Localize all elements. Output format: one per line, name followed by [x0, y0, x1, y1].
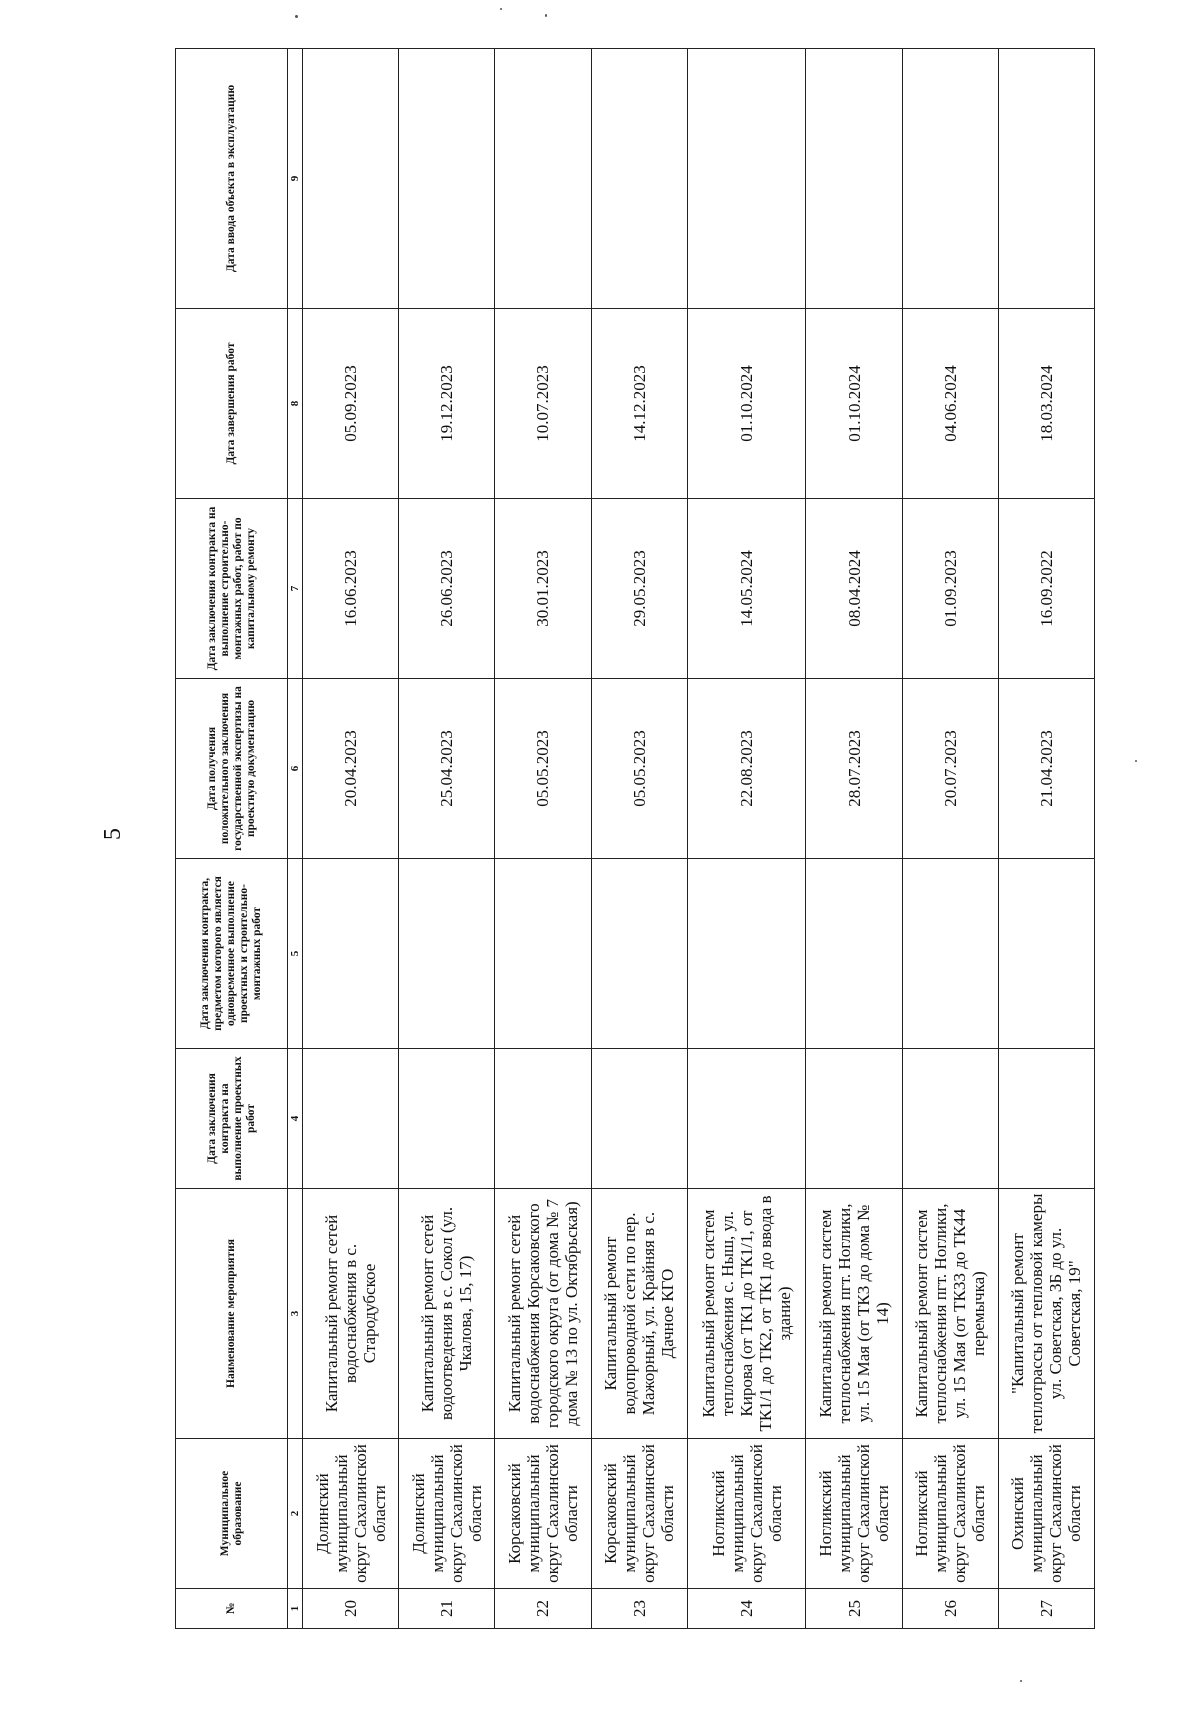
table-row [399, 49, 495, 1629]
table-cell: 20 [303, 1589, 399, 1629]
column-number-row [288, 49, 303, 1629]
table-cell: Капитальный ремонт сетей водоотведения в с. Сокол (ул. Чкалова, 15, 17) [399, 1189, 495, 1439]
table-cell: 01.10.2024 [806, 309, 902, 499]
header-cell: Дата заключения контракта на выполнение строительно-монтажных работ, работ по капитальному ремонту [176, 499, 288, 679]
table-cell: Ногликский муниципальный округ Сахалинской области [806, 1439, 902, 1589]
table-cell [902, 49, 998, 309]
table-cell: 24 [687, 1589, 806, 1629]
header-row [176, 49, 288, 1629]
column-number: 4 [288, 1049, 303, 1189]
table-cell: 16.06.2023 [303, 499, 399, 679]
table-cell [998, 49, 1094, 309]
table-cell: Капитальный ремонт систем теплоснабжения пгт. Ноглики, ул. 15 Мая (от ТК3 до дома № 14) [806, 1189, 902, 1439]
table-cell: 26.06.2023 [399, 499, 495, 679]
schedule-table [175, 48, 1095, 1629]
table-cell: Капитальный ремонт систем теплоснабжения с. Ныш, ул. Кирова (от ТК1 до ТК1/1, от ТК1/1 до ТК2, от ТК1 до ввода в здание) [687, 1189, 806, 1439]
column-number: 7 [288, 499, 303, 679]
header-cell: Дата ввода объекта в эксплуатацию [176, 49, 288, 309]
table-cell [806, 1049, 902, 1189]
table-cell: Охинский муниципальный округ Сахалинской области [998, 1439, 1094, 1589]
table-cell [902, 1049, 998, 1189]
table-cell [591, 49, 687, 309]
header-cell: Дата заключения контракта, предметом которого является одновременное выполнение проектных и строительно-монтажных работ [176, 859, 288, 1049]
header-cell: Наименование мероприятия [176, 1189, 288, 1439]
column-number: 3 [288, 1189, 303, 1439]
table-cell: Капитальный ремонт водопроводной сети по пер. Мажорный, ул. Крайняя в с. Дачное КГО [591, 1189, 687, 1439]
table-cell: Капитальный ремонт сетей водоснабжения Корсаковского городского округа (от дома № 7 дома № 13 по ул. Октябрьская) [495, 1189, 591, 1439]
column-number: 1 [288, 1589, 303, 1629]
table-cell: Корсаковский муниципальный округ Сахалинской области [591, 1439, 687, 1589]
table-row [998, 49, 1094, 1629]
column-number: 6 [288, 679, 303, 859]
table-cell: 25 [806, 1589, 902, 1629]
table-cell [806, 859, 902, 1049]
table-cell: 01.09.2023 [902, 499, 998, 679]
scan-speck [1135, 760, 1137, 762]
column-number: 8 [288, 309, 303, 499]
table-cell: Капитальный ремонт систем теплоснабжения пгт. Ноглики, ул. 15 Мая (от ТК33 до ТК44 перемычка) [902, 1189, 998, 1439]
table-cell: 10.07.2023 [495, 309, 591, 499]
table-cell [998, 859, 1094, 1049]
table-row [687, 49, 806, 1629]
page-number: 5 [100, 828, 126, 840]
table-cell: 26 [902, 1589, 998, 1629]
scan-speck [295, 15, 298, 18]
scan-speck [500, 8, 502, 10]
table-cell: 22.08.2023 [687, 679, 806, 859]
table-cell: 19.12.2023 [399, 309, 495, 499]
column-number: 5 [288, 859, 303, 1049]
table-cell: 28.07.2023 [806, 679, 902, 859]
table-row [495, 49, 591, 1629]
table-cell: 21.04.2023 [998, 679, 1094, 859]
table-cell [303, 1049, 399, 1189]
table-cell: Ногликский муниципальный округ Сахалинской области [902, 1439, 998, 1589]
table-cell: Долинский муниципальный округ Сахалинской области [399, 1439, 495, 1589]
header-cell: № [176, 1589, 288, 1629]
table-cell: 08.04.2024 [806, 499, 902, 679]
table-body [303, 49, 1095, 1629]
table-cell: Долинский муниципальный округ Сахалинской области [303, 1439, 399, 1589]
rotated-table-container [175, 49, 1095, 1629]
table-cell: 14.05.2024 [687, 499, 806, 679]
table-cell [303, 49, 399, 309]
table-cell: 05.09.2023 [303, 309, 399, 499]
table-cell [687, 859, 806, 1049]
table-cell [399, 859, 495, 1049]
table-cell [303, 859, 399, 1049]
table-cell: 18.03.2024 [998, 309, 1094, 499]
table-cell [495, 1049, 591, 1189]
header-cell: Дата заключения контракта на выполнение проектных работ [176, 1049, 288, 1189]
table-cell: 01.10.2024 [687, 309, 806, 499]
table-cell [591, 859, 687, 1049]
table-cell: 20.04.2023 [303, 679, 399, 859]
table-row [303, 49, 399, 1629]
table-cell: "Капитальный ремонт теплотрассы от тепловой камеры ул. Советская, 3Б до ул. Советская, 19" [998, 1189, 1094, 1439]
table-cell [998, 1049, 1094, 1189]
table-cell: 25.04.2023 [399, 679, 495, 859]
table-cell: 16.09.2022 [998, 499, 1094, 679]
table-cell [687, 49, 806, 309]
header-cell: Дата получения положительного заключения государственной экспертизы на проектную документацию [176, 679, 288, 859]
table-cell: Капитальный ремонт сетей водоснабжения в с. Стародубское [303, 1189, 399, 1439]
header-cell: Дата завершения работ [176, 309, 288, 499]
table-cell: 29.05.2023 [591, 499, 687, 679]
table-cell [806, 49, 902, 309]
table-cell: 05.05.2023 [495, 679, 591, 859]
table-cell [495, 49, 591, 309]
column-number: 2 [288, 1439, 303, 1589]
table-cell: 27 [998, 1589, 1094, 1629]
scan-speck [1020, 1680, 1022, 1682]
table-cell: 04.06.2024 [902, 309, 998, 499]
header-cell: Муниципальное образование [176, 1439, 288, 1589]
table-cell: 14.12.2023 [591, 309, 687, 499]
table-cell [591, 1049, 687, 1189]
table-cell: 30.01.2023 [495, 499, 591, 679]
table-cell: Ногликский муниципальный округ Сахалинской области [687, 1439, 806, 1589]
table-cell: 23 [591, 1589, 687, 1629]
table-row [591, 49, 687, 1629]
table-row [902, 49, 998, 1629]
table-row [806, 49, 902, 1629]
table-cell: 05.05.2023 [591, 679, 687, 859]
table-cell: Корсаковский муниципальный округ Сахалинской области [495, 1439, 591, 1589]
table-cell [399, 1049, 495, 1189]
table-cell: 21 [399, 1589, 495, 1629]
table-cell [687, 1049, 806, 1189]
column-number: 9 [288, 49, 303, 309]
table-cell [495, 859, 591, 1049]
table-cell: 20.07.2023 [902, 679, 998, 859]
table-cell: 22 [495, 1589, 591, 1629]
scan-speck [545, 14, 547, 17]
table-cell [399, 49, 495, 309]
table-cell [902, 859, 998, 1049]
